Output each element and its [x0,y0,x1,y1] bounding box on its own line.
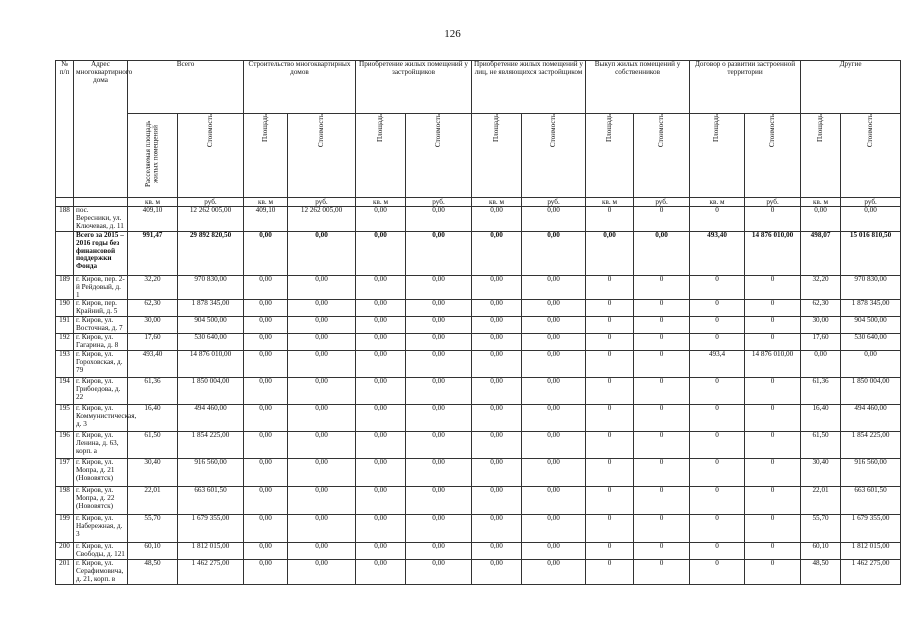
row-number [56,231,74,275]
cell-area: 60,10 [128,542,178,559]
table-row [56,542,901,559]
cell-area: 0 [586,350,634,377]
sub-header-cost: Стоимость [433,114,442,148]
cell-area: 0,00 [472,486,522,514]
cell-cost: 0,00 [841,206,901,231]
cell-cost: 0 [745,514,801,542]
cell-area: 0 [690,334,745,351]
cell-area: 0,00 [801,350,841,377]
cell-area: 0,00 [244,458,288,486]
unit-cost: руб. [745,197,801,206]
cell-area: 16,40 [128,404,178,431]
cell-cost: 1 850 004,00 [841,377,901,404]
cell-area: 22,01 [128,486,178,514]
unit-area: кв. м [801,197,841,206]
cell-cost: 14 876 010,00 [745,231,801,275]
cell-area: 0,00 [472,377,522,404]
cell-area: 0 [586,514,634,542]
cell-cost: 0,00 [406,231,472,275]
cell-area: 0 [586,317,634,334]
table-row [56,350,901,377]
cell-area: 48,50 [128,559,178,584]
cell-cost: 1 854 225,00 [178,431,244,458]
sub-header-area: Площадь [712,114,721,143]
cell-cost: 0,00 [522,350,586,377]
cell-area: 61,50 [801,431,841,458]
cell-cost: 663 601,50 [841,486,901,514]
row-address: г. Киров, ул. Гагарина, д. 8 [74,334,128,351]
cell-area: 0 [690,542,745,559]
cell-area: 409,10 [128,206,178,231]
table-row [56,317,901,334]
cell-area: 0 [690,206,745,231]
cell-area: 48,50 [801,559,841,584]
cell-cost: 0,00 [288,404,356,431]
cell-cost: 0,00 [288,350,356,377]
unit-area: кв. м [244,197,288,206]
cell-cost: 1 462 275,00 [178,559,244,584]
sub-header-cost: Стоимость [656,114,665,148]
group-developers-header: Приобретение жилых помещений у застройщиков [356,61,472,114]
cell-area: 0,00 [356,514,406,542]
cell-area: 0 [690,404,745,431]
group-non-developers-header: Приобретение жилых помещений у лиц, не являющихся застройщиком [472,61,586,114]
cell-area: 0 [690,486,745,514]
cell-cost: 0,00 [288,486,356,514]
table-row [56,458,901,486]
cell-cost: 0,00 [522,458,586,486]
cell-cost: 0 [745,275,801,300]
cell-area: 0,00 [356,559,406,584]
cell-area: 0,00 [472,514,522,542]
cell-area: 0,00 [244,334,288,351]
header-group-row [56,61,901,114]
cell-cost: 1 878 345,00 [178,300,244,317]
group-total-header: Всего [128,61,244,114]
cell-area: 0 [586,431,634,458]
cell-cost: 0 [634,542,690,559]
row-address: г. Киров, ул. Мопра, д. 22 (Нововятск) [74,486,128,514]
cell-cost: 0,00 [522,514,586,542]
cell-area: 55,70 [128,514,178,542]
cell-area: 0,00 [244,231,288,275]
table-row [56,275,901,300]
cell-area: 0,00 [801,206,841,231]
cell-area: 493,40 [690,231,745,275]
cell-area: 62,30 [801,300,841,317]
cell-cost: 904 500,00 [841,317,901,334]
cell-cost: 0 [634,317,690,334]
cell-area: 0 [586,300,634,317]
cell-area: 0,00 [356,404,406,431]
cell-cost: 0,00 [406,458,472,486]
header-sub-row [56,114,901,198]
row-address: г. Киров, пер. 2-й Рейдовый, д. 1 [74,275,128,300]
row-number: 201 [56,559,74,584]
row-number: 192 [56,334,74,351]
cell-area: 0,00 [356,275,406,300]
sub-header-cost: Стоимость [548,114,557,148]
group-buyout-header: Выкуп жилых помещений у собственников [586,61,690,114]
cell-area: 0,00 [244,377,288,404]
cell-cost: 0,00 [522,317,586,334]
cell-cost: 0 [634,300,690,317]
cell-area: 17,60 [801,334,841,351]
cell-cost: 0,00 [522,300,586,317]
cell-cost: 0 [745,334,801,351]
cell-area: 0 [586,334,634,351]
cell-area: 0,00 [586,231,634,275]
cell-area: 0 [586,486,634,514]
cell-cost: 0 [634,350,690,377]
page-number: 126 [444,28,461,40]
row-number: 194 [56,377,74,404]
row-address: г. Киров, ул. Свободы, д. 121 [74,542,128,559]
row-address: г. Киров, ул. Восточная, д. 7 [74,317,128,334]
row-number: 200 [56,542,74,559]
cell-cost: 0,00 [288,377,356,404]
cell-area: 0,00 [244,350,288,377]
cell-area: 0,00 [472,317,522,334]
row-number: 191 [56,317,74,334]
cell-cost: 0 [745,559,801,584]
cell-cost: 970 830,00 [178,275,244,300]
cell-cost: 0,00 [288,458,356,486]
cell-cost: 0,00 [406,404,472,431]
cell-cost: 1 878 345,00 [841,300,901,317]
cell-area: 17,60 [128,334,178,351]
cell-area: 0 [690,514,745,542]
cell-cost: 0,00 [522,206,586,231]
cell-cost: 970 830,00 [841,275,901,300]
cell-cost: 0 [634,377,690,404]
cell-cost: 0,00 [841,350,901,377]
cell-area: 16,40 [801,404,841,431]
cell-area: 0,00 [472,404,522,431]
row-number: 197 [56,458,74,486]
unit-area: кв. м [472,197,522,206]
cell-area: 991,47 [128,231,178,275]
cell-cost: 0,00 [634,231,690,275]
cell-cost: 0,00 [288,317,356,334]
col-number-header: № п/п [56,61,74,198]
cell-area: 0,00 [472,559,522,584]
cell-area: 0 [690,559,745,584]
cell-area: 0,00 [244,542,288,559]
cell-area: 0,00 [472,300,522,317]
cell-area: 0 [690,458,745,486]
cell-area: 0,00 [472,206,522,231]
cell-area: 0 [586,458,634,486]
sub-header-cost: Стоимость [865,114,874,148]
table-body [56,206,901,584]
row-address: г. Киров, пер. Крайний, д. 5 [74,300,128,317]
sub-header-area: Площадь [815,114,824,143]
cell-cost: 0,00 [406,377,472,404]
cell-cost: 0 [745,486,801,514]
unit-cost: руб. [288,197,356,206]
cell-area: 55,70 [801,514,841,542]
cell-cost: 0,00 [522,542,586,559]
cell-cost: 0,00 [522,431,586,458]
cell-cost: 0 [634,486,690,514]
cell-area: 30,40 [801,458,841,486]
cell-area: 0,00 [244,431,288,458]
unit-cost: руб. [178,197,244,206]
cell-area: 0,00 [244,317,288,334]
cell-area: 30,40 [128,458,178,486]
row-number: 190 [56,300,74,317]
cell-cost: 1 812 015,00 [841,542,901,559]
cell-cost: 0 [745,542,801,559]
cell-area: 0 [690,275,745,300]
cell-cost: 0 [745,458,801,486]
row-address: Всего за 2015 – 2016 годы без финансовой поддержки Фонда [74,231,128,275]
cell-area: 493,40 [128,350,178,377]
cell-area: 0,00 [356,231,406,275]
col-address-header: Адрес многоквартирного дома [74,61,128,198]
table-row [56,377,901,404]
cell-area: 0,00 [244,514,288,542]
cell-area: 0,00 [472,458,522,486]
cell-area: 0 [586,542,634,559]
cell-area: 61,36 [128,377,178,404]
cell-area: 0 [586,559,634,584]
cell-area: 0 [586,206,634,231]
sub-header-area: Площадь [375,114,384,143]
sub-header-area: Площадь [491,114,500,143]
cell-cost: 663 601,50 [178,486,244,514]
cell-area: 0,00 [244,404,288,431]
cell-cost: 15 016 810,50 [841,231,901,275]
cell-area: 0,00 [356,334,406,351]
cell-area: 30,00 [128,317,178,334]
unit-cost: руб. [841,197,901,206]
cell-cost: 0,00 [288,431,356,458]
cell-cost: 1 812 015,00 [178,542,244,559]
unit-area: кв. м [690,197,745,206]
cell-cost: 0,00 [406,542,472,559]
table-row [56,514,901,542]
cell-cost: 0 [634,404,690,431]
cell-cost: 0,00 [522,404,586,431]
cell-area: 0,00 [356,206,406,231]
cell-area: 0,00 [244,486,288,514]
cell-area: 0,00 [472,350,522,377]
cell-cost: 0,00 [288,514,356,542]
cell-cost: 916 560,00 [178,458,244,486]
cell-cost: 0 [634,206,690,231]
cell-cost: 0,00 [288,275,356,300]
cell-area: 0,00 [356,377,406,404]
cell-area: 32,20 [801,275,841,300]
group-other-header: Другие [801,61,901,114]
row-address: пос. Вересники, ул. Ключевая, д. 11 [74,206,128,231]
total-row [56,231,901,275]
cell-area: 0,00 [472,231,522,275]
cell-area: 0 [690,317,745,334]
unit-cost: руб. [522,197,586,206]
sub-header-cost: Стоимость [205,114,214,148]
row-address: г. Киров, ул. Коммунистическая, д. 3 [74,404,128,431]
cell-cost: 0,00 [406,486,472,514]
resettlement-table [55,60,901,585]
cell-area: 0 [690,431,745,458]
unit-cost: руб. [634,197,690,206]
cell-cost: 0,00 [406,275,472,300]
sub-header-area: Площадь [604,114,613,143]
sub-header-cost: Стоимость [316,114,325,148]
row-number: 193 [56,350,74,377]
cell-area: 0 [586,377,634,404]
cell-cost: 0,00 [522,486,586,514]
group-construction-header: Строительство многоквартирных домов [244,61,356,114]
cell-cost: 1 854 225,00 [841,431,901,458]
cell-cost: 0,00 [288,559,356,584]
table-row [56,206,901,231]
cell-cost: 0,00 [406,559,472,584]
cell-cost: 0 [634,559,690,584]
cell-area: 0,00 [356,486,406,514]
cell-area: 0,00 [244,559,288,584]
cell-area: 0 [690,300,745,317]
cell-cost: 0 [745,404,801,431]
cell-cost: 0,00 [522,377,586,404]
cell-cost: 0,00 [288,300,356,317]
cell-area: 0,00 [356,317,406,334]
cell-cost: 0 [745,300,801,317]
cell-area: 22,01 [801,486,841,514]
cell-cost: 0,00 [406,317,472,334]
cell-area: 0,00 [472,542,522,559]
cell-area: 0,00 [472,275,522,300]
cell-area: 0 [586,275,634,300]
cell-cost: 0,00 [522,275,586,300]
cell-area: 0,00 [356,458,406,486]
cell-cost: 0,00 [406,334,472,351]
cell-cost: 916 560,00 [841,458,901,486]
cell-cost: 0 [745,317,801,334]
cell-area: 0,00 [356,350,406,377]
cell-cost: 0 [634,431,690,458]
cell-area: 32,20 [128,275,178,300]
row-number: 196 [56,431,74,458]
cell-cost: 0,00 [288,231,356,275]
cell-cost: 29 892 820,50 [178,231,244,275]
cell-cost: 0,00 [522,334,586,351]
cell-cost: 494 460,00 [841,404,901,431]
cell-cost: 0 [634,458,690,486]
cell-area: 498,07 [801,231,841,275]
cell-area: 0,00 [356,300,406,317]
row-address: г. Киров, ул. Мопра, д. 21 (Нововятск) [74,458,128,486]
row-address: г. Киров, ул. Гороховская, д. 79 [74,350,128,377]
cell-cost: 0,00 [522,559,586,584]
table-row [56,486,901,514]
cell-cost: 14 876 010,00 [178,350,244,377]
cell-area: 0,00 [356,431,406,458]
unit-area: кв. м [356,197,406,206]
cell-area: 493,4 [690,350,745,377]
cell-area: 62,30 [128,300,178,317]
cell-cost: 1 679 355,00 [841,514,901,542]
cell-cost: 494 460,00 [178,404,244,431]
cell-cost: 0,00 [406,431,472,458]
cell-cost: 0 [634,334,690,351]
cell-cost: 0 [745,206,801,231]
row-address: г. Киров, ул. Серафимовича, д. 21, корп. в [74,559,128,584]
cell-cost: 0 [634,514,690,542]
cell-area: 0,00 [472,431,522,458]
cell-cost: 12 262 005,00 [178,206,244,231]
unit-cost: руб. [406,197,472,206]
table-row [56,431,901,458]
sub-header-resettled-area: Расселяемая площадь жилых помещений [143,120,160,188]
cell-area: 409,10 [244,206,288,231]
cell-area: 0,00 [244,275,288,300]
table-row [56,559,901,584]
cell-cost: 0,00 [288,334,356,351]
cell-area: 60,10 [801,542,841,559]
cell-cost: 0 [634,275,690,300]
sub-header-area: Площадь [260,114,269,143]
sub-header-cost: Стоимость [767,114,776,148]
cell-area: 0,00 [356,542,406,559]
cell-cost: 14 876 010,00 [745,350,801,377]
cell-cost: 904 500,00 [178,317,244,334]
table-row [56,334,901,351]
row-address: г. Киров, ул. Грибоедова, д. 22 [74,377,128,404]
group-territory-header: Договор о развитии застроенной территории [690,61,801,114]
cell-cost: 530 640,00 [841,334,901,351]
cell-area: 0,00 [244,300,288,317]
row-number: 198 [56,486,74,514]
cell-cost: 0,00 [406,300,472,317]
row-number: 199 [56,514,74,542]
cell-cost: 0,00 [406,350,472,377]
cell-area: 0 [586,404,634,431]
cell-cost: 1 462 275,00 [841,559,901,584]
cell-cost: 1 679 355,00 [178,514,244,542]
cell-area: 61,50 [128,431,178,458]
cell-cost: 12 262 005,00 [288,206,356,231]
cell-cost: 1 850 004,00 [178,377,244,404]
cell-cost: 0,00 [522,231,586,275]
table-row [56,404,901,431]
cell-cost: 0,00 [406,514,472,542]
unit-area: кв. м [128,197,178,206]
row-address: г. Киров, ул. Набережная, д. 3 [74,514,128,542]
cell-cost: 0,00 [406,206,472,231]
cell-area: 30,00 [801,317,841,334]
row-number: 188 [56,206,74,231]
unit-area: кв. м [586,197,634,206]
row-number: 195 [56,404,74,431]
cell-cost: 0 [745,431,801,458]
cell-cost: 0,00 [288,542,356,559]
row-number: 189 [56,275,74,300]
cell-area: 61,36 [801,377,841,404]
row-address: г. Киров, ул. Ленина, д. 63, корп. а [74,431,128,458]
cell-cost: 0 [745,377,801,404]
table-row [56,300,901,317]
cell-area: 0 [690,377,745,404]
cell-cost: 530 640,00 [178,334,244,351]
cell-area: 0,00 [472,334,522,351]
